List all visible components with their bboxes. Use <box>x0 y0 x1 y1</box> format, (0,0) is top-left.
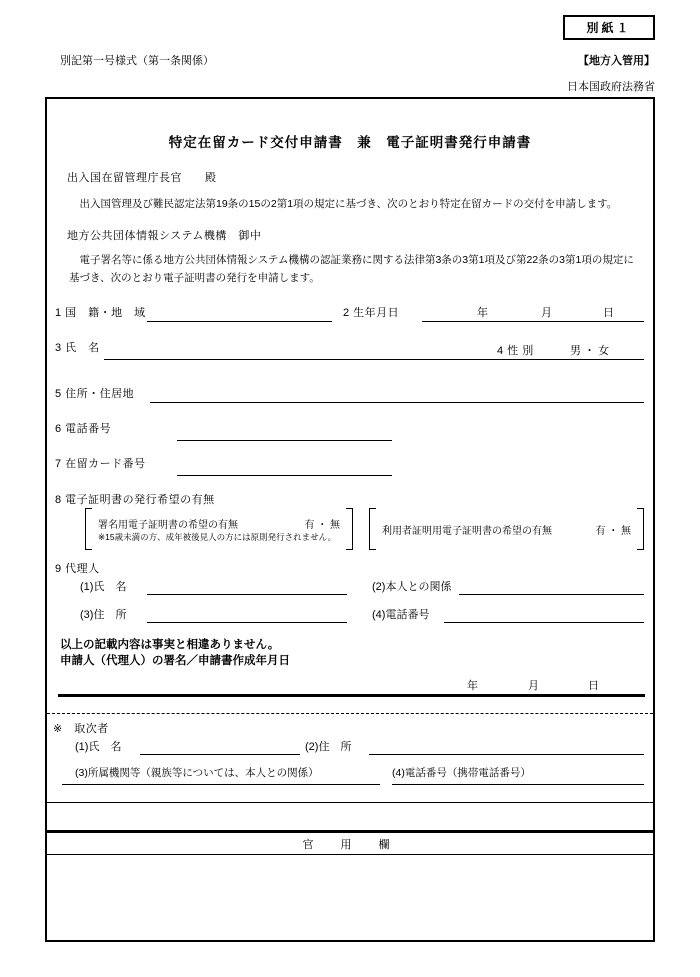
proxy-relation-label: (2)本人との関係 <box>372 581 452 593</box>
field-8-cert-label: 8 電子証明書の発行希望の有無 <box>55 494 215 506</box>
field-5-address-label: 5 住所・住居地 <box>55 388 135 400</box>
agent-address-label: (2)住 所 <box>305 741 352 753</box>
statement-card-application: 出入国管理及び難民認定法第19条の15の2第1項の規定に基づき、次のとおり特定在留カードの交付を申請します。 <box>69 198 618 210</box>
addressee-immigration: 出入国在留管理庁長官 殿 <box>67 172 217 184</box>
field-1-nationality-line <box>147 321 332 322</box>
agent-phone-line <box>392 784 644 785</box>
field-4-sex-label: 4 性 別 <box>497 345 534 357</box>
signature-year-label: 年 <box>467 680 478 692</box>
bureau-use-label: 【地方入管用】 <box>578 55 655 67</box>
field-7-card-number-label: 7 在留カード番号 <box>55 458 146 470</box>
sign-cert-label: 署名用電子証明書の希望の有無 <box>98 520 238 531</box>
right-bracket-icon <box>346 508 353 550</box>
agent-phone-label: (4)電話番号（携帯電話番号） <box>392 767 531 779</box>
sign-cert-note: ※15歳未満の方、成年被後見人の方には原則発行されません。 <box>98 532 337 542</box>
agent-name-line <box>140 754 300 755</box>
field-3-name-line <box>104 359 644 360</box>
attachment-number-label: 別紙１ <box>586 21 632 35</box>
government-label: 日本国政府法務省 <box>567 81 655 93</box>
birth-year-label: 年 <box>477 307 488 319</box>
agent-section-bottom-line <box>47 802 653 803</box>
form-style-reference: 別記第一号様式（第一条関係） <box>60 55 214 67</box>
attachment-number-box <box>563 15 655 40</box>
declaration-line-2: 申請人（代理人）の署名／申請書作成年月日 <box>60 655 290 667</box>
left-bracket-icon <box>85 508 92 550</box>
signature-day-label: 日 <box>588 680 599 692</box>
signature-month-label: 月 <box>528 680 539 692</box>
proxy-address-label: (3)住 所 <box>80 609 127 621</box>
proxy-address-line <box>147 622 347 623</box>
birth-day-label: 日 <box>603 307 614 319</box>
agent-org-label: (3)所属機関等（親族等については、本人との関係） <box>75 767 319 779</box>
agent-section-label: ※ 取次者 <box>53 723 109 735</box>
field-1-nationality-label: 1 国 籍・地 域 <box>55 307 146 319</box>
proxy-name-label: (1)氏 名 <box>80 581 127 593</box>
sign-cert-options: 有 ・ 無 <box>304 520 340 531</box>
field-6-phone-label: 6 電話番号 <box>55 423 112 435</box>
agent-address-line <box>369 754 644 755</box>
official-use-divider-thick <box>47 830 653 833</box>
statement-cert-application: 電子署名等に係る地方公共団体情報システム機構の認証業務に関する法律第3条の3第1項及び第22条の3第1項の規定に基づき、次のとおり電子証明書の発行を申請します。 <box>69 254 634 284</box>
field-7-card-number-line <box>177 475 392 476</box>
proxy-name-line <box>147 594 347 595</box>
user-cert-options: 有 ・ 無 <box>595 526 631 537</box>
form-title: 特定在留カード交付申請書 兼 電子証明書発行申請書 <box>168 135 532 150</box>
birth-month-label: 月 <box>541 307 552 319</box>
left-bracket-icon <box>369 508 376 550</box>
field-2-birthdate-line <box>422 321 644 322</box>
form-sheet <box>45 97 655 942</box>
proxy-phone-line <box>444 622 644 623</box>
signature-line <box>58 694 645 697</box>
right-bracket-icon <box>637 508 644 550</box>
field-9-proxy-label: 9 代理人 <box>55 563 100 575</box>
field-2-birthdate-label: 2 生年月日 <box>343 307 400 319</box>
user-cert-label: 利用者証明用電子証明書の希望の有無 <box>382 526 552 537</box>
official-use-area <box>47 855 653 939</box>
agent-org-line <box>62 784 380 785</box>
user-cert-group <box>369 508 644 550</box>
proxy-relation-line <box>459 594 644 595</box>
official-use-label: 官 用 欄 <box>302 839 398 851</box>
proxy-phone-label: (4)電話番号 <box>372 609 430 621</box>
addressee-jlis: 地方公共団体情報システム機構 御中 <box>67 230 262 242</box>
sign-cert-group <box>85 508 353 550</box>
field-6-phone-line <box>177 440 392 441</box>
section-divider-dashed <box>47 713 653 714</box>
sex-options: 男 ・ 女 <box>570 345 610 357</box>
field-3-name-label: 3 氏 名 <box>55 342 100 354</box>
declaration-line-1: 以上の記載内容は事実と相違ありません。 <box>60 639 280 651</box>
field-5-address-line <box>150 402 644 403</box>
agent-name-label: (1)氏 名 <box>75 741 122 753</box>
